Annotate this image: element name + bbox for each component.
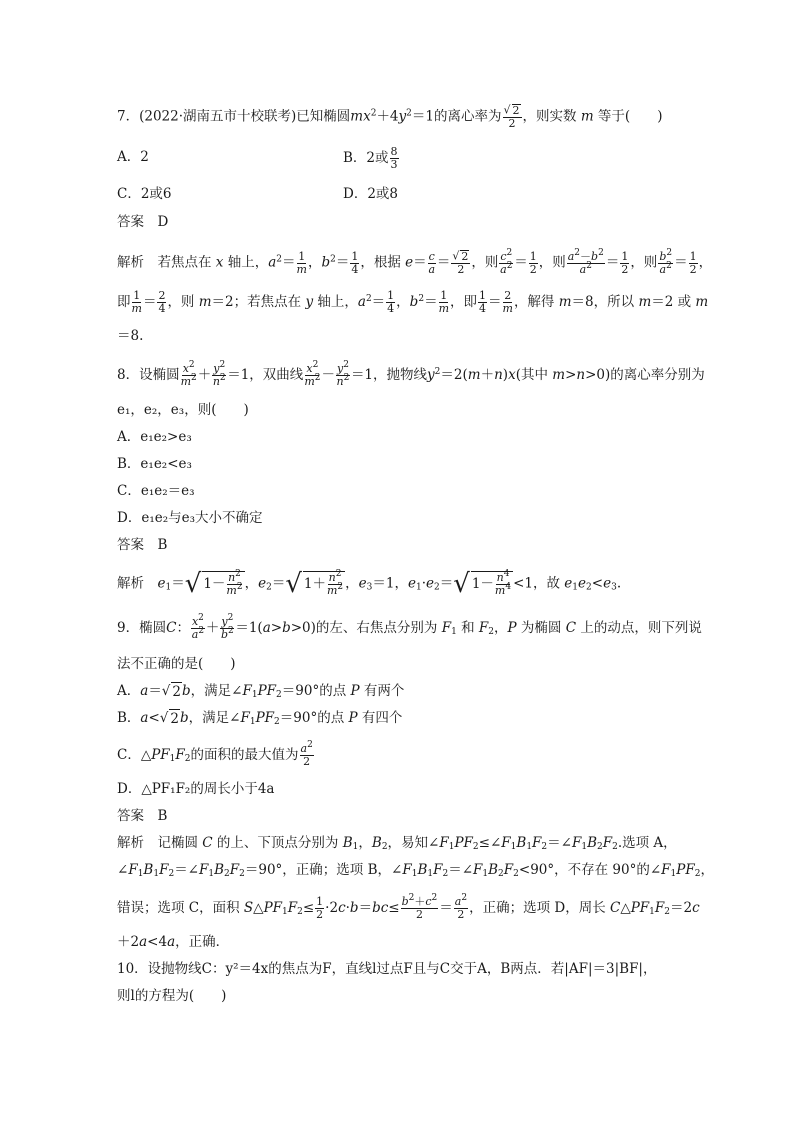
q9-analysis-line2: $\angle F_1B_1F_2=\angle F_1B_2F_2=90^\circ$，正确；选项 B，$\angle F_1B_1F_2=\angle F_1B_2F_2<90^\circ$，不存在 90°的$\angle F_1PF_2$， — [117, 862, 714, 879]
q8-option-c: C．e₁e₂＝e₃ — [117, 483, 195, 499]
q7-stem-suffix: ，则实数 — [522, 108, 577, 125]
q7-stem: 7．(2022·湖南五市十校联考)已知椭圆$mx^2+4y^2=1$的离心率为 $\frac{√ 2}{2}$ ，则实数 m 等于( ) — [117, 103, 663, 130]
q9-option-a: A．a＝√ 2b，满足$\angle F_1PF_2=90^\circ$的点 P 有两个 — [117, 683, 405, 700]
q7-answer: 答案 D — [117, 214, 169, 230]
q9-analysis-line4: ＋2a<4a，正确． — [117, 934, 230, 950]
q8-answer: 答案 B — [117, 537, 168, 553]
q7-stem-mid: 的离心率为 — [434, 108, 502, 125]
q9-option-c: C．$\triangle PF_1F_2$的面积的最大值为 $\frac{a^2}{2}$ — [117, 740, 313, 768]
q10-stem-line1: 10．设抛物线C：y²＝4x的焦点为F，直线l过点F且与C交于A，B两点．若|AF|＝3|BF|， — [117, 961, 657, 977]
q9-option-b: B．a<√ 2b，满足$\angle F_1PF_2=90^\circ$的点 P 有四个 — [117, 710, 403, 727]
q9-stem: 9．椭圆C： $\frac{x^2}{a^2}$ ＋ $\frac{y^2}{b^2}$ ＝1(a>b>0)的左、右焦点分别为 $F_1$ 和 $F_2$，P 为椭圆 C 上的动点，则下列说 — [117, 613, 702, 641]
q7-stem-end: 等于( ) — [597, 108, 663, 125]
q9-option-d: D．△PF₁F₂的周长小于4a — [117, 781, 275, 797]
q8-analysis: 解析 $e_1=√$ 1－ $\frac{n^2}{m^2}$ ，$e_2=√$ 1＋ $\frac{n^2}{m^2}$ ，$e_3=1$，$e_1\cdot e_2=√$ 1－ $\frac{n^4}{m^4}$ <1，故 $e_1e_2<e_3$. — [117, 569, 622, 599]
q7-option-c: C．2或6 — [117, 186, 172, 202]
q8-stem-line2: e₁，e₂，e₃，则( ) — [117, 402, 249, 418]
q8-option-b: B．e₁e₂<e₃ — [117, 456, 192, 472]
q9-stem-line2: 法不正确的是( ) — [117, 656, 236, 672]
q9-analysis-line3: 错误；选项 C，面积 $S\triangle PF_1F_2\le$ $\frac{1}{2}$ ·2c·b＝bc≤ $\frac{b^2+c^2}{2}$ ＝ $\frac{a^2}{2}$ ，正确；选项 D，周长 $C\triangle PF_1F_2=2c$ — [117, 893, 700, 921]
q8-option-a: A．e₁e₂>e₃ — [117, 429, 192, 445]
q8-option-d: D．e₁e₂与e₃大小不确定 — [117, 510, 263, 526]
q8-stem: 8．设椭圆 $\frac{x^2}{m^2}$ ＋ $\frac{y^2}{n^2}$ ＝1，双曲线 $\frac{x^2}{m^2}$ － $\frac{y^2}{n^2}$ ＝1，抛物线$y^2=2(m+n)x$(其中 m>n>0)的离心率分别为 — [117, 360, 705, 388]
q7-analysis-line1: 解析 若焦点在 x 轴上，$a^2=$ $\frac{1}{m}$ ，$b^2=$ $\frac{1}{4}$ ，根据 e＝ $\frac{c}{a}$ ＝ $\frac{√ 2}{2}$ ，则 $\frac{c^2}{a^2}$ ＝ $\frac{1}{2}$ ，则 $\frac{a^2-b^2}{a^2}$ ＝ $\frac{1}{2}$ ，则 $\frac{b^2}{a^2}$ ＝ $\frac{1}{2}$ ， — [117, 247, 713, 276]
q10-stem-line2: 则l的方程为( ) — [117, 988, 227, 1004]
q7-option-b: B．2或 $\frac{8}{3}$ — [343, 145, 398, 171]
q7-option-a: A．2 — [117, 149, 149, 165]
q7-analysis-line2: 即 $\frac{1}{m}$ ＝ $\frac{2}{4}$ ，则 m＝2；若焦点在 y 轴上，$a^2=$ $\frac{1}{4}$ ，$b^2=$ $\frac{1}{m}$ ，即 $\frac{1}{4}$ ＝ $\frac{2}{m}$ ，解得 m＝8，所以 m＝2 或 m — [117, 289, 709, 315]
q7-analysis-line3: ＝8. — [117, 328, 144, 344]
q7-stem-prefix: 7．(2022·湖南五市十校联考)已知椭圆 — [117, 108, 351, 125]
q9-analysis-line1: 解析 记椭圆 C 的上、下顶点分别为 $B_1$，$B_2$，易知$\angle F_1PF_2\le\angle F_1B_1F_2=\angle F_1B_2F_2$.选项 A， — [117, 835, 677, 852]
q9-answer: 答案 B — [117, 808, 168, 824]
q7-option-d: D．2或8 — [343, 186, 399, 202]
